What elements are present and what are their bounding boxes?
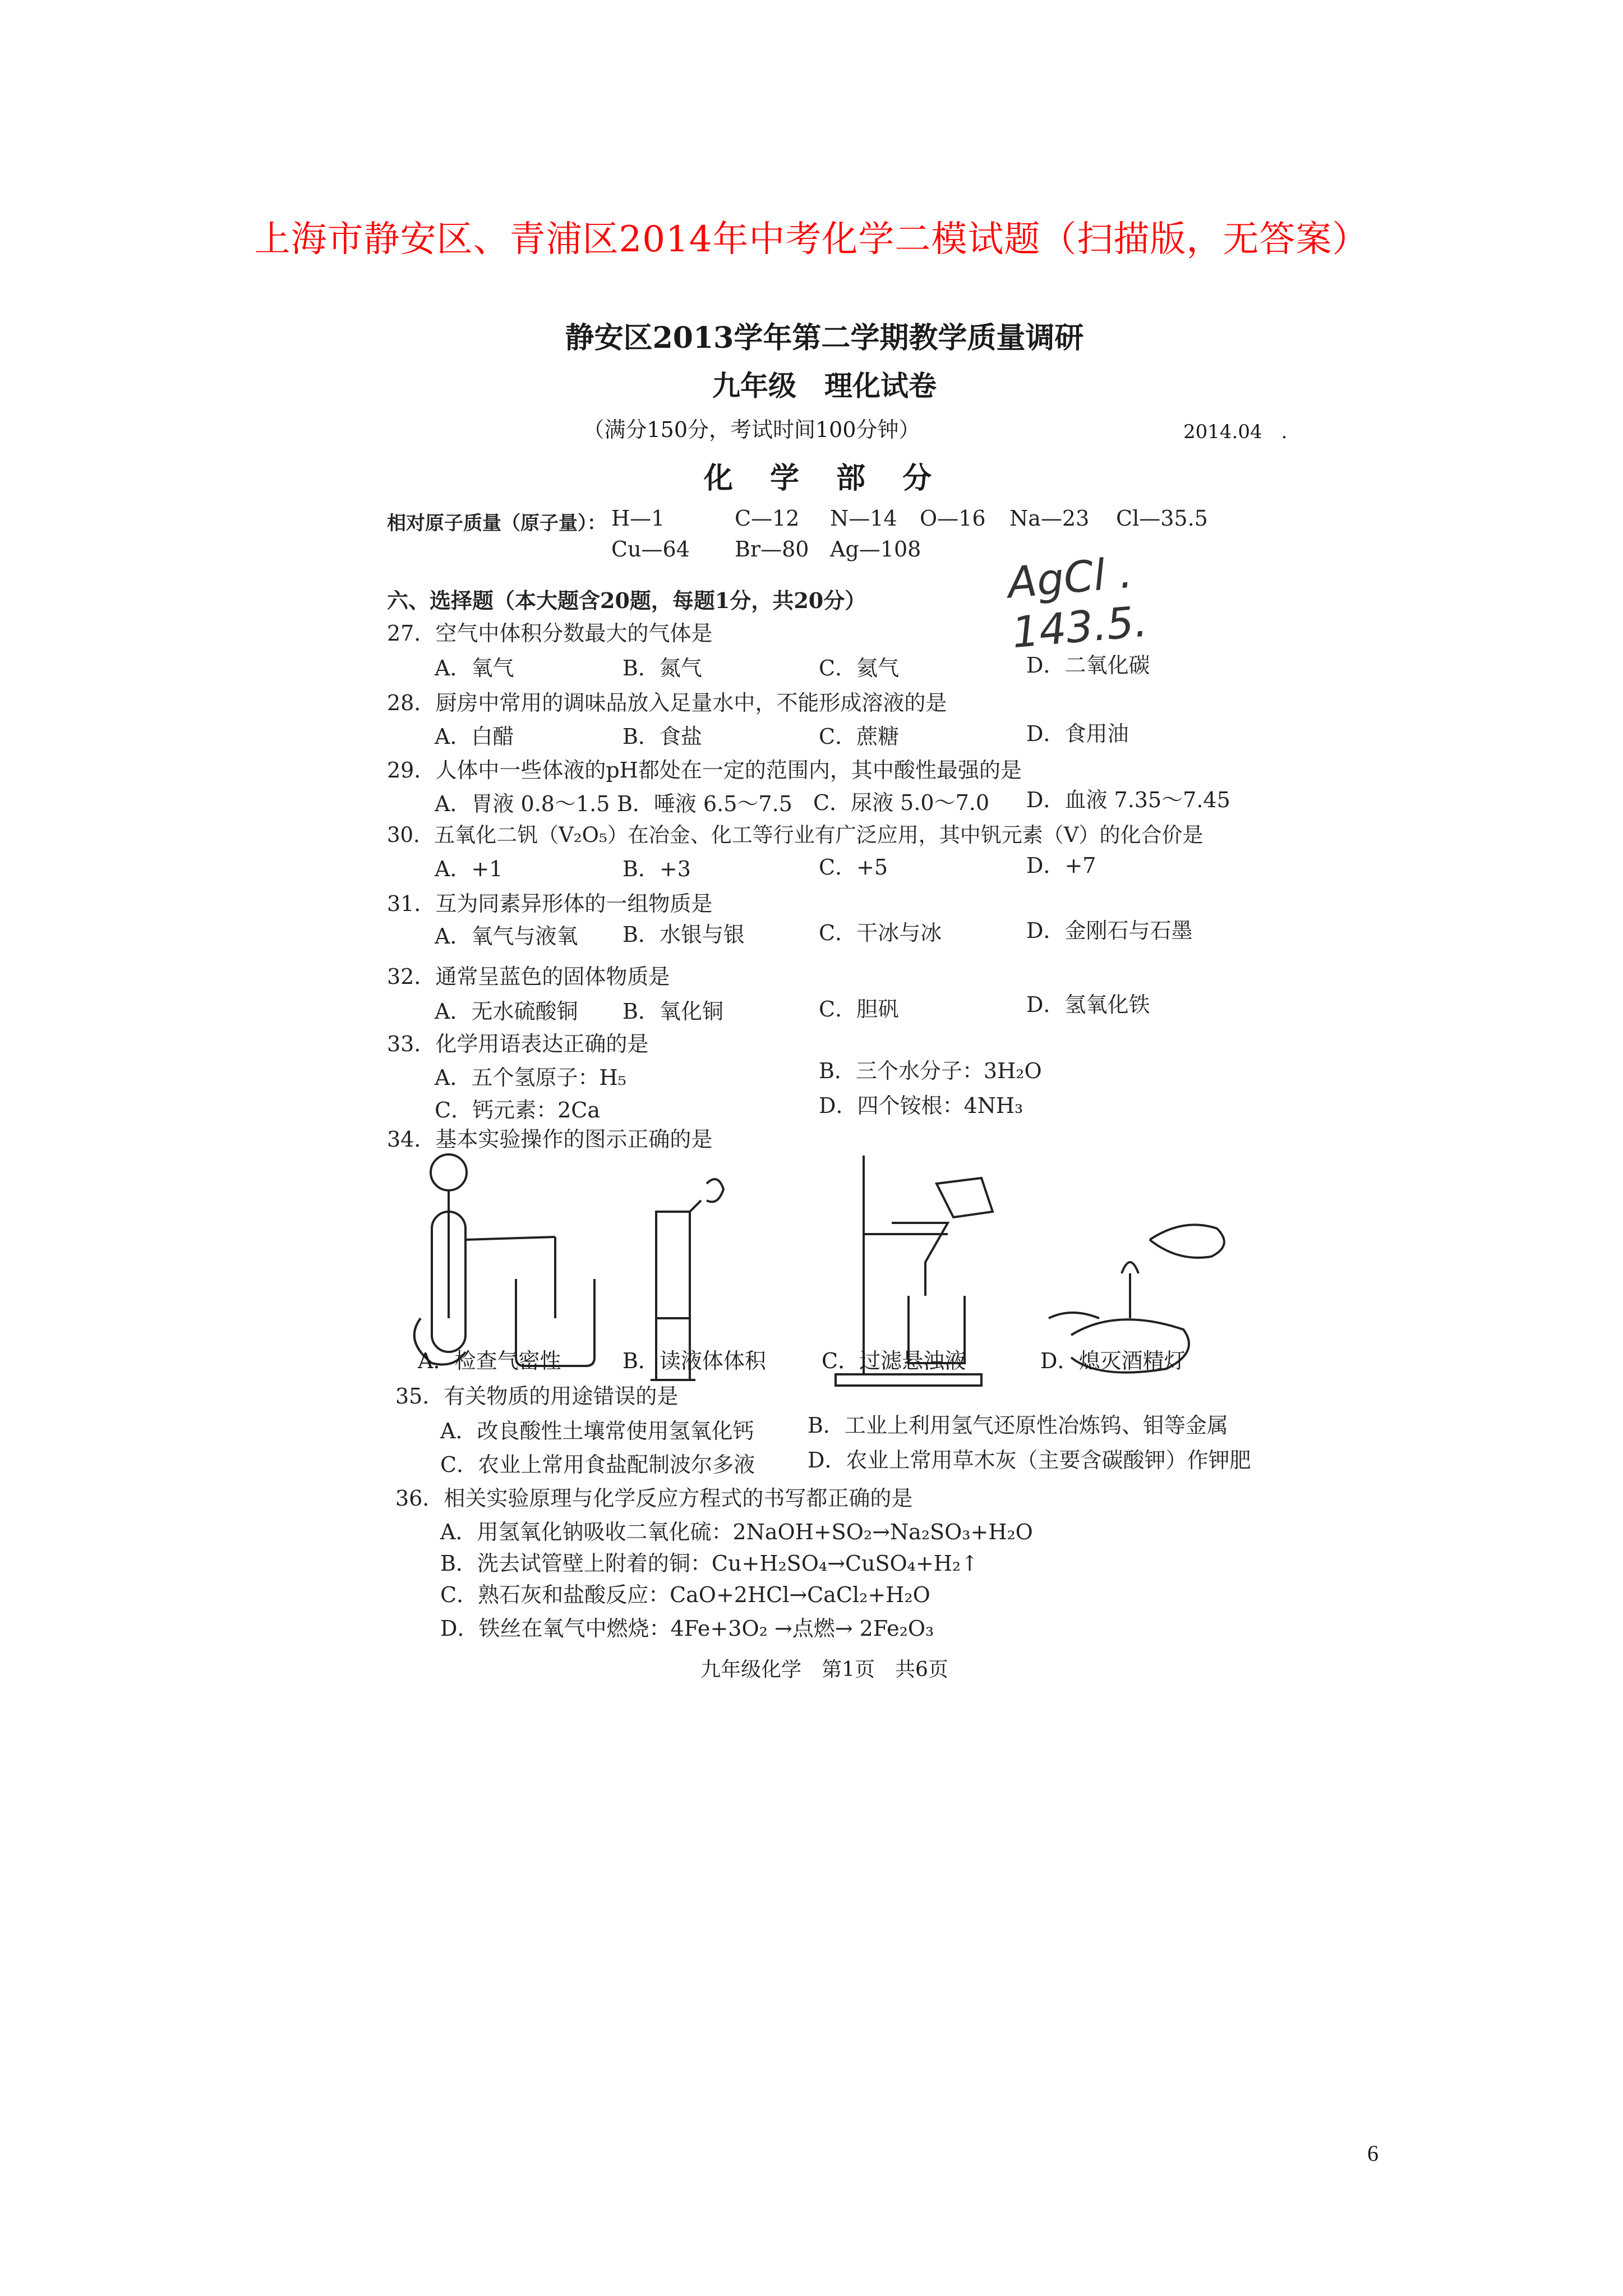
option-b: B．洗去试管壁上附着的铜：Cu+H₂SO₄→CuSO₄+H₂↑ bbox=[440, 1551, 979, 1576]
exam-header-subject: 九年级 理化试卷 bbox=[712, 369, 937, 402]
option-d: D．血液 7.35～7.45 bbox=[1026, 788, 1230, 812]
atomic-mass-na: Na—23 bbox=[1009, 506, 1090, 531]
figure-caption-b: B．读液体体积 bbox=[623, 1349, 766, 1373]
figure-caption-c: C．过滤悬浊液 bbox=[822, 1349, 966, 1373]
atomic-mass-n: N—14 bbox=[830, 506, 897, 531]
figure-caption-a: A．检查气密性 bbox=[418, 1349, 561, 1373]
option-a: A．胃液 0.8～1.5 bbox=[435, 792, 610, 816]
atomic-mass-cu: Cu—64 bbox=[611, 537, 690, 562]
option-d: D．氢氧化铁 bbox=[1026, 992, 1150, 1017]
option-c: C．氦气 bbox=[819, 656, 900, 680]
exam-header-info: （满分150分，考试时间100分钟） bbox=[583, 417, 920, 442]
question-stem: 28．厨房中常用的调味品放入足量水中，不能形成溶液的是 bbox=[387, 691, 947, 715]
option-a: A．+1 bbox=[435, 857, 503, 881]
page-number: 6 bbox=[1367, 2141, 1378, 2166]
option-c: C．尿液 5.0～7.0 bbox=[813, 790, 990, 815]
question-stem: 29．人体中一些体液的pH都处在一定的范围内，其中酸性最强的是 bbox=[387, 758, 1022, 783]
handwritten-note: AgCl . 143.5. bbox=[1006, 547, 1150, 658]
option-c: C．熟石灰和盐酸反应：CaO+2HCl→CaCl₂+H₂O bbox=[440, 1582, 930, 1607]
question-stem: 30．五氧化二钒（V₂O₅）在冶金、化工等行业有广泛应用，其中钒元素（V）的化合价是 bbox=[387, 823, 1204, 847]
option-b: B．食盐 bbox=[623, 724, 702, 749]
question-stem: 35．有关物质的用途错误的是 bbox=[395, 1384, 679, 1409]
option-b: B．水银与银 bbox=[623, 922, 745, 947]
option-a: A．氧气 bbox=[435, 656, 514, 680]
question-stem: 33．化学用语表达正确的是 bbox=[387, 1032, 649, 1056]
option-d: D．农业上常用草木灰（主要含碳酸钾）作钾肥 bbox=[808, 1448, 1251, 1473]
figure-caption-d: D．熄灭酒精灯 bbox=[1040, 1349, 1186, 1373]
option-a: A．改良酸性土壤常使用氢氧化钙 bbox=[440, 1419, 754, 1443]
atomic-mass-h: H—1 bbox=[611, 506, 665, 531]
option-c: C．农业上常用食盐配制波尔多液 bbox=[440, 1452, 755, 1477]
option-b: B．+3 bbox=[623, 857, 691, 881]
option-d: D．四个铵根：4NH₃ bbox=[819, 1093, 1023, 1118]
option-b: B．三个水分子：3H₂O bbox=[819, 1059, 1042, 1083]
document-title: 上海市静安区、青浦区2014年中考化学二模试题（扫描版，无答案） bbox=[254, 219, 1369, 260]
option-b: B．工业上利用氢气还原性冶炼钨、钼等金属 bbox=[808, 1413, 1228, 1438]
option-c: C．胆矾 bbox=[819, 997, 900, 1022]
option-d: D．金刚石与石墨 bbox=[1026, 918, 1193, 943]
option-a: A．用氢氧化钠吸收二氧化硫：2NaOH+SO₂→Na₂SO₃+H₂O bbox=[440, 1520, 1033, 1544]
option-a: A．白醋 bbox=[435, 724, 514, 749]
section-heading: 化 学 部 分 bbox=[703, 461, 946, 495]
question-stem: 36．相关实验原理与化学反应方程式的书写都正确的是 bbox=[395, 1486, 913, 1511]
atomic-mass-label: 相对原子质量（原子量）： bbox=[387, 512, 606, 535]
atomic-mass-c: C—12 bbox=[735, 506, 800, 531]
airtightness-apparatus-icon bbox=[414, 1154, 594, 1366]
question-stem: 34．基本实验操作的图示正确的是 bbox=[387, 1127, 713, 1152]
exam-date: 2014.04 . bbox=[1183, 421, 1288, 443]
option-a: A．无水硫酸铜 bbox=[435, 999, 578, 1024]
option-d: D．铁丝在氧气中燃烧：4Fe+3O₂ →点燃→ 2Fe₂O₃ bbox=[440, 1616, 934, 1641]
exam-header-title: 静安区2013学年第二学期教学质量调研 bbox=[565, 321, 1084, 355]
option-d: D．二氧化碳 bbox=[1026, 653, 1150, 678]
option-c: C．钙元素：2Ca bbox=[435, 1098, 600, 1122]
question-stem: 32．通常呈蓝色的固体物质是 bbox=[387, 964, 670, 989]
option-d: D．食用油 bbox=[1026, 721, 1129, 746]
atomic-mass-br: Br—80 bbox=[735, 537, 809, 562]
atomic-mass-o: O—16 bbox=[920, 506, 986, 531]
section-title: 六、选择题（本大题含20题，每题1分，共20分） bbox=[387, 588, 866, 613]
option-b: B．唾液 6.5～7.5 bbox=[617, 792, 792, 816]
option-a: A．氧气与液氧 bbox=[435, 924, 578, 949]
question-stem: 27．空气中体积分数最大的气体是 bbox=[387, 621, 713, 646]
option-c: C．+5 bbox=[819, 855, 888, 880]
page-footer: 九年级化学 第1页 共6页 bbox=[700, 1658, 948, 1681]
option-a: A．五个氢原子：H₅ bbox=[435, 1065, 626, 1090]
option-d: D．+7 bbox=[1026, 853, 1096, 878]
option-c: C．蔗糖 bbox=[819, 724, 900, 749]
option-c: C．干冰与冰 bbox=[819, 921, 942, 945]
atomic-mass-cl: Cl—35.5 bbox=[1116, 506, 1208, 531]
atomic-mass-ag: Ag—108 bbox=[830, 537, 921, 562]
option-b: B．氧化铜 bbox=[623, 999, 723, 1024]
question-stem: 31．互为同素异形体的一组物质是 bbox=[387, 891, 713, 916]
scanned-exam-page bbox=[387, 314, 1288, 1750]
option-b: B．氮气 bbox=[623, 656, 702, 680]
